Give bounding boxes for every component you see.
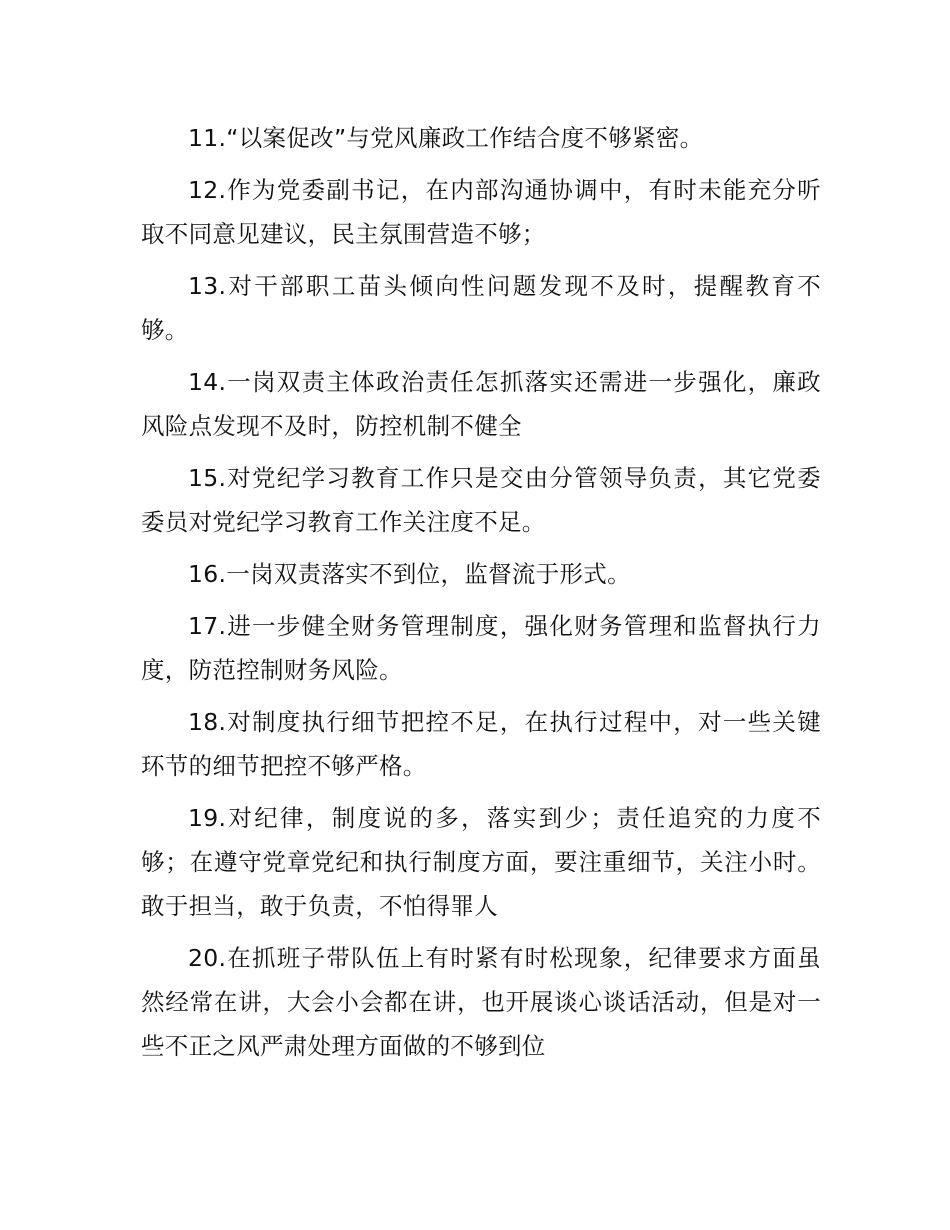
paragraph-item-19: 19.对纪律，制度说的多，落实到少；责任追究的力度不够；在遵守党章党纪和执行制度方面，要注重细节，关注小时。敢于担当，敢于负责，不怕得罪人: [141, 804, 821, 920]
paragraph-item-17: 17.进一步健全财务管理制度，强化财务管理和监督执行力度，防范控制财务风险。: [141, 612, 821, 684]
paragraph-item-15: 15.对党纪学习教育工作只是交由分管领导负责，其它党委委员对党纪学习教育工作关注度不足。: [141, 464, 821, 536]
paragraph-item-16: 16.一岗双责落实不到位，监督流于形式。: [188, 560, 631, 588]
paragraph-item-13: 13.对干部职工苗头倾向性问题发现不及时，提醒教育不够。: [141, 272, 821, 344]
paragraph-item-20: 20.在抓班子带队伍上有时紧有时松现象，纪律要求方面虽然经常在讲，大会小会都在讲，也开展谈心谈话活动，但是对一些不正之风严肃处理方面做的不够到位: [141, 944, 821, 1060]
paragraph-item-14: 14.一岗双责主体政治责任怎抓落实还需进一步强化，廉政风险点发现不及时，防控机制不健全: [141, 368, 821, 440]
paragraph-item-12: 12.作为党委副书记，在内部沟通协调中，有时未能充分听取不同意见建议，民主氛围营造不够；: [141, 176, 821, 248]
document-body: [141, 116, 821, 1076]
paragraph-item-18: 18.对制度执行细节把控不足，在执行过程中，对一些关键环节的细节把控不够严格。: [141, 708, 821, 780]
paragraph-item-11: 11.“以案促改”与党风廉政工作结合度不够紧密。: [188, 124, 704, 152]
